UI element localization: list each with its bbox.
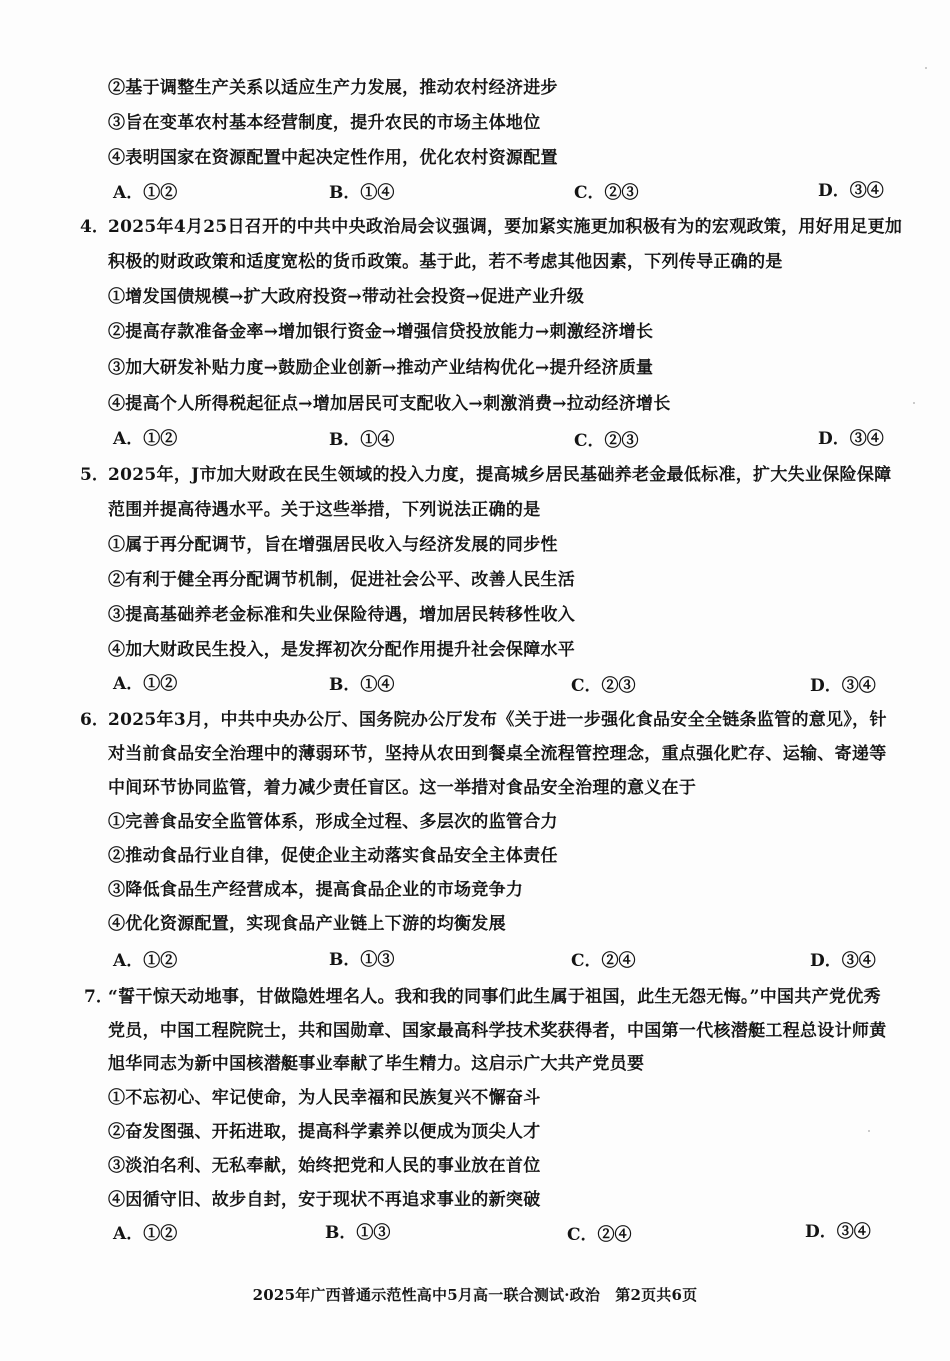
page-footer: 2025年广西普通示范性高中5月高一联合测试·政治 第2页共6页 — [252, 1286, 698, 1304]
q7-option-d: D．③④ — [805, 1222, 871, 1242]
q6-option-a: A．①② — [113, 951, 178, 971]
q5-item-3: ③提高基础养老金标准和失业保险待遇，增加居民转移性收入 — [108, 605, 576, 625]
q7-item-1: ①不忘初心、牢记使命，为人民幸福和民族复兴不懈奋斗 — [108, 1088, 541, 1108]
q5-item-2: ②有利于健全再分配调节机制，促进社会公平、改善人民生活 — [108, 570, 576, 590]
q4-option-c: C．②③ — [574, 431, 639, 451]
scan-speck — [925, 67, 927, 69]
q5-item-4: ④加大财政民生投入，是发挥初次分配作用提升社会保障水平 — [108, 640, 576, 660]
q4-stem-line-2: 积极的财政政策和适度宽松的货币政策。基于此，若不考虑其他因素，下列传导正确的是 — [108, 252, 783, 272]
q7-item-3: ③淡泊名利、无私奉献，始终把党和人民的事业放在首位 — [108, 1156, 541, 1176]
q7-number: 7． — [84, 987, 113, 1007]
q4-option-b: B．①④ — [329, 430, 395, 450]
scan-speck — [868, 1130, 870, 1132]
q6-item-1: ①完善食品安全监管体系，形成全过程、多层次的监管合力 — [108, 812, 558, 832]
q5-option-a: A．①② — [113, 674, 178, 694]
q7-option-a: A．①② — [113, 1224, 178, 1244]
q4-item-1: ①增发国债规模→扩大政府投资→带动社会投资→促进产业升级 — [108, 287, 585, 307]
q6-stem-line-1: 2025年3月，中共中央办公厅、国务院办公厅发布《关于进一步强化食品安全全链条监管的意见》，针 — [108, 710, 887, 730]
q6-item-4: ④优化资源配置，实现食品产业链上下游的均衡发展 — [108, 914, 506, 934]
q4-stem-line-1: 2025年4月25日召开的中共中央政治局会议强调，要加紧实施更加积极有为的宏观政策，用好用足更加 — [108, 217, 903, 237]
q7-stem-line-3: 旭华同志为新中国核潜艇事业奉献了毕生精力。这启示广大共产党员要 — [108, 1054, 645, 1074]
q7-option-b: B．①③ — [325, 1223, 391, 1243]
q3-item-4: ④表明国家在资源配置中起决定性作用，优化农村资源配置 — [108, 148, 558, 168]
q3-option-c: C．②③ — [574, 183, 639, 203]
q6-option-b: B．①③ — [329, 950, 395, 970]
q7-item-2: ②奋发图强、开拓进取，提高科学素养以便成为顶尖人才 — [108, 1122, 541, 1142]
q5-stem-line-2: 范围并提高待遇水平。关于这些举措，下列说法正确的是 — [108, 500, 541, 520]
q6-stem-line-2: 对当前食品安全治理中的薄弱环节，坚持从农田到餐桌全流程管控理念，重点强化贮存、运输、寄递等 — [108, 744, 887, 764]
q7-stem-line-1: “誓干惊天动地事，甘做隐姓埋名人。我和我的同事们此生属于祖国，此生无怨无悔。”中国共产党优秀 — [108, 987, 881, 1007]
q5-item-1: ①属于再分配调节，旨在增强居民收入与经济发展的同步性 — [108, 535, 558, 555]
q6-option-d: D．③④ — [810, 951, 876, 971]
q6-number: 6． — [80, 710, 109, 730]
q7-item-4: ④因循守旧、故步自封，安于现状不再追求事业的新突破 — [108, 1190, 541, 1210]
q7-option-c: C．②④ — [567, 1225, 632, 1245]
q3-option-d: D．③④ — [818, 181, 884, 201]
q4-option-a: A．①② — [113, 429, 178, 449]
q7-stem-line-2: 党员，中国工程院院士，共和国勋章、国家最高科学技术奖获得者，中国第一代核潜艇工程总设计师黄 — [108, 1021, 887, 1041]
q4-number: 4． — [80, 217, 109, 237]
scan-speck — [913, 402, 915, 404]
q6-stem-line-3: 中间环节协同监管，着力减少责任盲区。这一举措对食品安全治理的意义在于 — [108, 778, 697, 798]
q5-option-b: B．①④ — [329, 675, 395, 695]
q4-item-2: ②提高存款准备金率→增加银行资金→增强信贷投放能力→刺激经济增长 — [108, 322, 654, 342]
q5-option-d: D．③④ — [810, 676, 876, 696]
q3-option-a: A．①② — [113, 183, 178, 203]
q3-option-b: B．①④ — [329, 183, 395, 203]
q6-option-c: C．②④ — [571, 951, 636, 971]
q5-option-c: C．②③ — [571, 676, 636, 696]
q5-stem-line-1: 2025年，J市加大财政在民生领域的投入力度，提高城乡居民基础养老金最低标准，扩大失业保险保障 — [108, 465, 892, 485]
q3-item-2: ②基于调整生产关系以适应生产力发展，推动农村经济进步 — [108, 78, 558, 98]
q6-item-2: ②推动食品行业自律，促使企业主动落实食品安全主体责任 — [108, 846, 558, 866]
q4-item-3: ③加大研发补贴力度→鼓励企业创新→推动产业结构优化→提升经济质量 — [108, 358, 654, 378]
q3-item-3: ③旨在变革农村基本经营制度，提升农民的市场主体地位 — [108, 113, 541, 133]
q4-option-d: D．③④ — [818, 429, 884, 449]
q4-item-4: ④提高个人所得税起征点→增加居民可支配收入→刺激消费→拉动经济增长 — [108, 394, 671, 414]
q5-number: 5． — [80, 465, 109, 485]
q6-item-3: ③降低食品生产经营成本，提高食品企业的市场竞争力 — [108, 880, 524, 900]
